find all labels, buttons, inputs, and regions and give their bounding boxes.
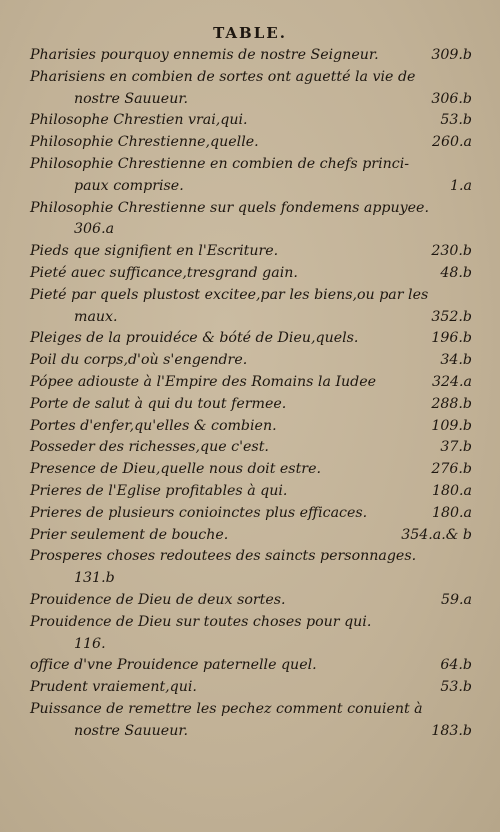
entry-folio: 230.b [431, 243, 472, 260]
entry-text: Prier seulement de bouche. [30, 526, 229, 543]
entry-continuation: paux comprise. [74, 177, 184, 194]
entry-folio: 180.a [431, 483, 472, 499]
entry-folio: 183.b [431, 722, 472, 739]
entry-text: Posseder des richesses,que c'est. [30, 439, 269, 456]
entry-continuation: 306.a [74, 221, 115, 238]
entry-text: Pharisies pourquoy ennemis de nostre Seigneur. [30, 47, 379, 63]
entry-folio: 196.b [431, 330, 472, 347]
entry-continuation: maux. [74, 308, 118, 325]
entry-text: Prudent vraiement,qui. [30, 679, 197, 696]
entry-text: Prouidence de Dieu sur toutes choses pour qui. [30, 613, 372, 630]
entry-folio: 306.b [431, 90, 472, 107]
entry-text: Pleiges de la prouidéce & bóté de Dieu,quels. [30, 330, 359, 347]
entry-text: Pieds que signifient en l'Escriture. [30, 243, 279, 260]
entry-folio: 1.a [450, 177, 472, 194]
entry-folio: 288.b [431, 395, 472, 412]
entry-text: Presence de Dieu,quelle nous doit estre. [30, 461, 321, 478]
entry-text: Pópee adiouste à l'Empire des Romains la Iudee [30, 374, 377, 390]
entry-text: Prieres de l'Eglise profitables à qui. [30, 483, 288, 499]
entry-text: Prieres de plusieurs conioinctes plus efficaces. [30, 504, 368, 521]
entry-folio: 260.a [431, 134, 472, 151]
entry-continuation: 131.b [74, 570, 115, 587]
entry-text: Prouidence de Dieu de deux sortes. [30, 592, 286, 608]
entry-folio: 309.b [431, 47, 472, 63]
entry-text: Puissance de remettre les pechez comment conuient à [30, 701, 423, 717]
entry-folio: 109.b [431, 417, 472, 434]
entry-text: Porte de salut à qui du tout fermee. [30, 395, 287, 412]
entry-text: Portes d'enfer,qu'elles & combien. [30, 417, 277, 434]
entry-folio: 276.b [431, 461, 472, 478]
entry-folio: 48.b [440, 265, 472, 281]
entry-folio: 64.b [440, 657, 472, 674]
entry-folio: 37.b [440, 439, 472, 456]
entry-text: Philosophe Chrestien vrai,qui. [30, 112, 248, 129]
entry-folio: 324.a [431, 374, 472, 390]
entry-folio: 34.b [440, 352, 472, 369]
entry-continuation: nostre Sauueur. [74, 90, 189, 107]
entry-folio: 53.b [440, 112, 472, 129]
entry-folio: 180.a [431, 504, 472, 521]
entry-folio: 354.a.& b [401, 526, 472, 543]
entry-folio: 53.b [440, 679, 472, 696]
entry-text: Philosophie Chrestienne en combien de chefs princi- [30, 156, 410, 172]
entry-text: Pieté auec sufficance,tresgrand gain. [30, 265, 298, 281]
entry-continuation: 116. [74, 635, 106, 652]
entry-text: office d'vne Prouidence paternelle quel. [30, 657, 317, 674]
entry-text: Pharisiens en combien de sortes ont aguetté la vie de [30, 68, 416, 85]
page-header: TABLE. [213, 24, 287, 42]
entry-continuation: nostre Sauueur. [74, 722, 189, 739]
entry-folio: 352.b [431, 308, 472, 325]
entry-text: Pieté par quels plustost excitee,par les biens,ou par les [30, 286, 429, 303]
entry-text: Poil du corps,d'où s'engendre. [30, 352, 248, 369]
entry-text: Prosperes choses redoutees des saincts personnages. [30, 548, 417, 565]
entry-text: Philosophie Chrestienne,quelle. [30, 134, 259, 151]
entry-folio: 59.a [440, 592, 472, 608]
entry-text: Philosophie Chrestienne sur quels fondemens appuyee. [30, 199, 429, 216]
